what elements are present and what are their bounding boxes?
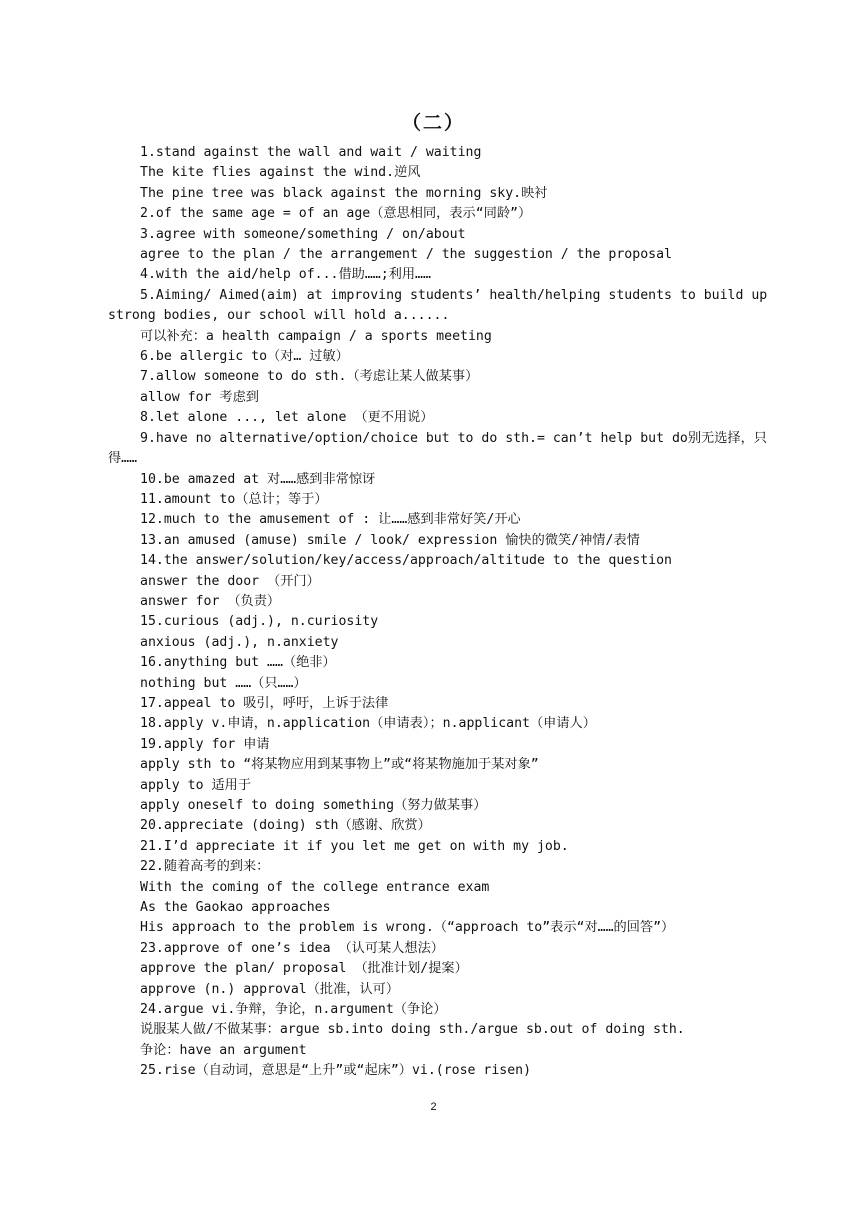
text-line: 10.be amazed at 对……感到非常惊讶 — [140, 471, 376, 487]
text-line: 13.an amused (amuse) smile / look/ expression 愉快的微笑/神情/表情 — [140, 532, 640, 548]
text-line: 8.let alone ..., let alone （更不用说） — [140, 410, 434, 426]
text-line: 22.随着高考的到来： — [140, 859, 270, 875]
text-line: 9.have no alternative/option/choice but to do sth.= can’t help but do别无选择，只得…… — [108, 430, 767, 467]
text-line: 11.amount to（总计；等于） — [140, 491, 328, 507]
text-line: 23.approve of one’s idea （认可某人想法） — [140, 940, 444, 956]
text-line: With the coming of the college entrance exam — [140, 879, 490, 895]
text-line: As the Gaokao approaches — [140, 900, 331, 916]
text-line: 6.be allergic to（对… 过敏） — [140, 349, 349, 365]
text-line: The kite flies against the wind.逆风 — [140, 165, 421, 181]
text-line: answer for （负责） — [140, 593, 281, 609]
text-line: 19.apply for 申请 — [140, 736, 270, 752]
text-line: allow for 考虑到 — [140, 389, 259, 405]
text-line: agree to the plan / the arrangement / the suggestion / the proposal — [140, 247, 672, 263]
text-line: 20.appreciate (doing) sth（感谢、欣赏） — [140, 818, 431, 834]
text-line: apply sth to “将某物应用到某事物上”或“将某物施加于某对象” — [140, 757, 539, 773]
text-line: His approach to the problem is wrong.（“approach to”表示“对……的回答”） — [140, 920, 675, 936]
text-line: 24.argue vi.争辩，争论，n.argument（争论） — [140, 1002, 447, 1018]
text-line: 可以补充：a health campaign / a sports meeting — [140, 328, 492, 344]
text-line: 3.agree with someone/something / on/about — [140, 226, 466, 242]
page-number: 2 — [430, 1101, 437, 1113]
text-line: 4.with the aid/help of...借助……;利用…… — [140, 267, 431, 283]
text-line: 说服某人做/不做某事：argue sb.into doing sth./argue sb.out of doing sth. — [140, 1022, 685, 1038]
text-line: 14.the answer/solution/key/access/approach/altitude to the question — [140, 553, 672, 569]
text-line: 15.curious (adj.), n.curiosity — [140, 614, 379, 630]
text-line: nothing but ……（只……） — [140, 675, 307, 691]
text-line: approve (n.) approval（批准，认可） — [140, 981, 400, 997]
text-line: 17.appeal to 吸引，呼吁，上诉于法律 — [140, 695, 389, 711]
text-line: 16.anything but ……（绝非） — [140, 655, 336, 671]
text-line: anxious (adj.), n.anxiety — [140, 634, 339, 650]
vocabulary-notes — [108, 143, 776, 1082]
text-line: apply oneself to doing something（努力做某事） — [140, 798, 487, 813]
text-line: apply to 适用于 — [140, 777, 252, 793]
text-line: 21.I’d appreciate it if you let me get on with my job. — [140, 838, 569, 854]
text-line: The pine tree was black against the morning sky.映衬 — [140, 185, 548, 201]
text-line: 12.much to the amusement of : 让……感到非常好笑/开心 — [140, 512, 521, 528]
text-line: answer the door （开门） — [140, 573, 320, 589]
text-line: 18.apply v.申请，n.application（申请表）；n.applicant（申请人） — [140, 716, 596, 732]
text-line: 2.of the same age = of an age（意思相同，表示“同龄”） — [140, 206, 532, 222]
text-line: 25.rise（自动词，意思是“上升”或“起床”）vi.(rose risen) — [140, 1063, 532, 1079]
text-line: approve the plan/ proposal （批准计划/提案） — [140, 961, 468, 977]
text-line: 1.stand against the wall and wait / waiting — [140, 145, 482, 160]
section-title: （二） — [401, 112, 465, 134]
text-line: 5.Aiming/ Aimed(aim) at improving students’ health/helping students to build up strong bodies, our school will hold a...... — [108, 287, 776, 324]
text-line: 7.allow someone to do sth.（考虑让某人做某事） — [140, 369, 479, 385]
text-line: 争论：have an argument — [140, 1042, 307, 1058]
